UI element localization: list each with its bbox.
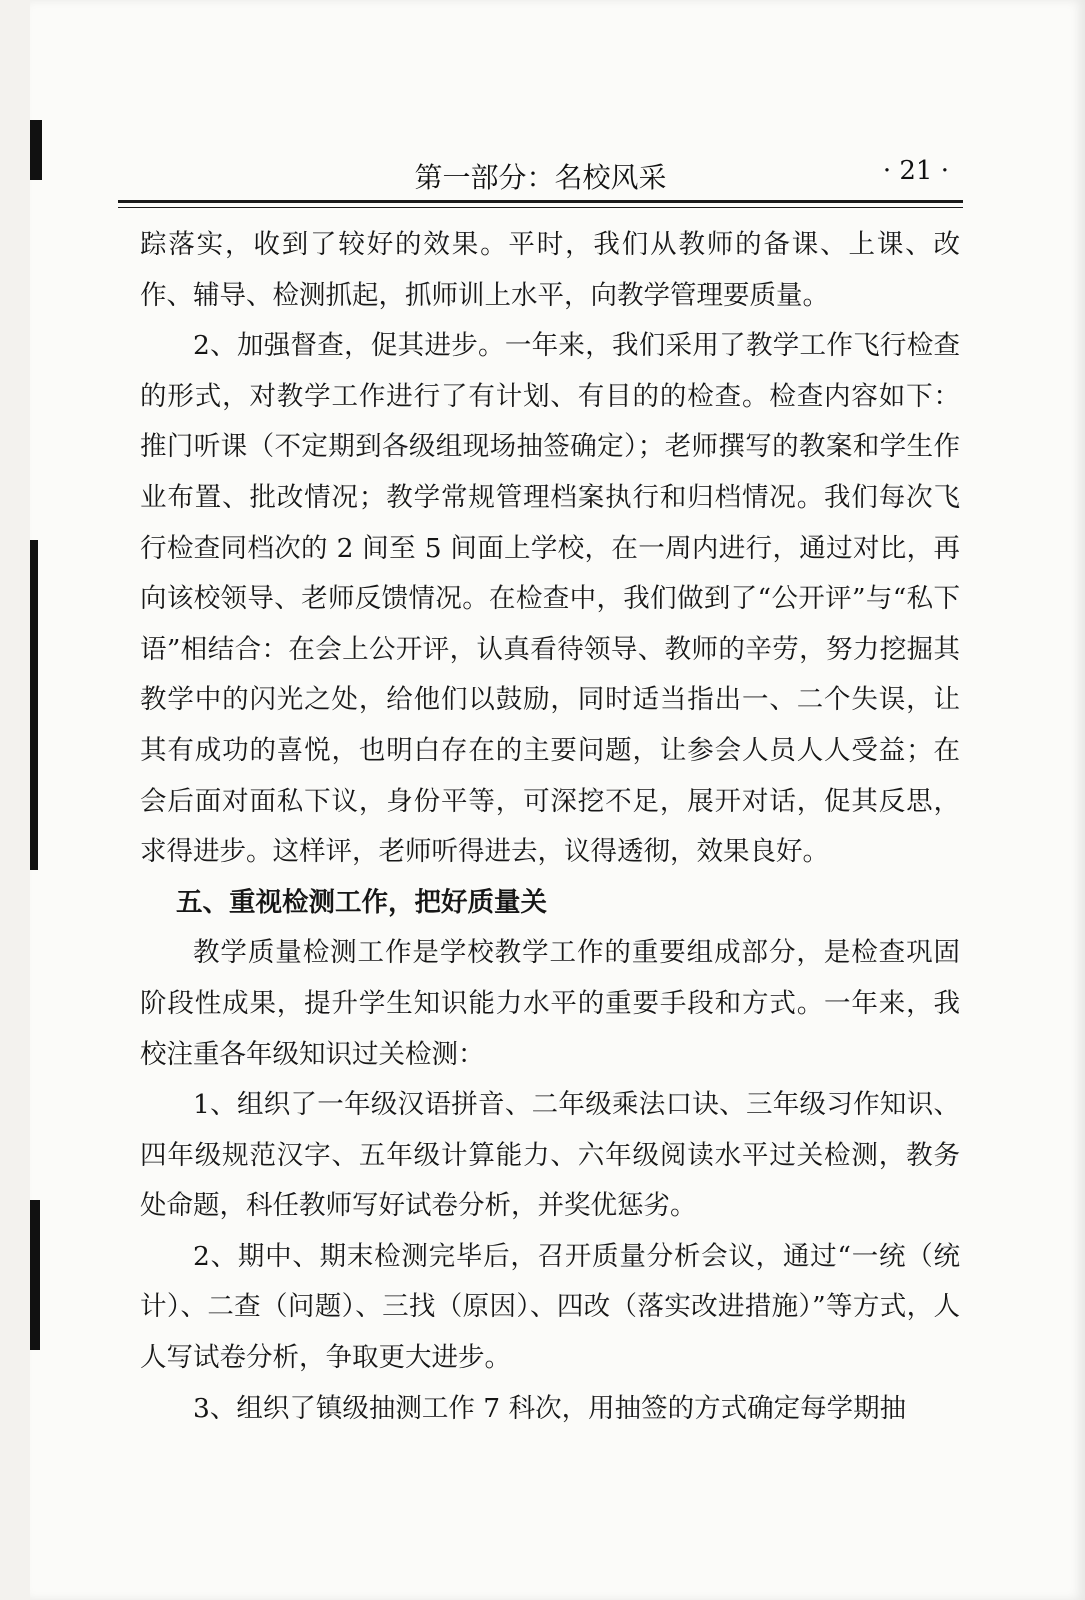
paragraph: 踪落实，收到了较好的效果。平时，我们从教师的备课、上课、改作、辅导、检测抓起，抓师训上水平，向教学管理要质量。 — [140, 229, 960, 311]
section-heading: 五、重视检测工作，把好质量关 — [176, 886, 547, 918]
paragraph: 3、组织了镇级抽测工作 7 科次，用抽签的方式确定每学期抽 — [193, 1392, 907, 1424]
scan-edge-shadow — [30, 540, 38, 870]
header-rule — [118, 200, 963, 203]
scan-edge-shadow — [30, 120, 42, 180]
paragraph: 1、组织了一年级汉语拼音、二年级乘法口诀、三年级习作知识、四年级规范汉字、五年级计算能力、六年级阅读水平过关检测，教务处命题，科任教师写好试卷分析，并奖优惩劣。 — [140, 1089, 960, 1222]
body-text — [140, 220, 960, 1434]
header-title: 第一部分：名校风采 — [414, 161, 667, 194]
paragraph: 2、期中、期末检测完毕后，召开质量分析会议，通过“一统（统计）、二查（问题）、三找（原因）、四改（落实改进措施）”等方式，人人写试卷分析，争取更大进步。 — [140, 1240, 960, 1374]
paragraph: 2、加强督查，促其进步。一年来，我们采用了教学工作飞行检查的形式，对教学工作进行了有计划、有目的的检查。检查内容如下：推门听课（不定期到各级组现场抽签确定）；老师撰写的教案和学生作业布置、批改情况；教学常规管理档案执行和归档情况。我们每次飞行检查同档次的 2 间至 5 间面上学校，在一周内进行，通过对比，再向该校领导、老师反馈情况。在检查中，我们做到了“公开评”与“私下语”相结合：在会上公开评，认真看待领导、教师的辛劳，努力挖掘其教学中的闪光之处，给他们以鼓励，同时适当指出一、二个失误，让其有成功的喜悦，也明白存在的主要问题，让参会人员人人受益；在会后面对面私下议，身份平等，可深挖不足，展开对话，促其反思，求得进步。这样评，老师听得进去，议得透彻，效果良好。 — [140, 330, 960, 868]
scan-edge-shadow — [30, 1200, 40, 1350]
header-rule — [118, 207, 963, 208]
page-number: · 21 · — [882, 156, 949, 186]
paragraph: 教学质量检测工作是学校教学工作的重要组成部分，是检查巩固阶段性成果，提升学生知识能力水平的重要手段和方式。一年来，我校注重各年级知识过关检测： — [140, 937, 960, 1070]
running-header — [118, 150, 963, 194]
